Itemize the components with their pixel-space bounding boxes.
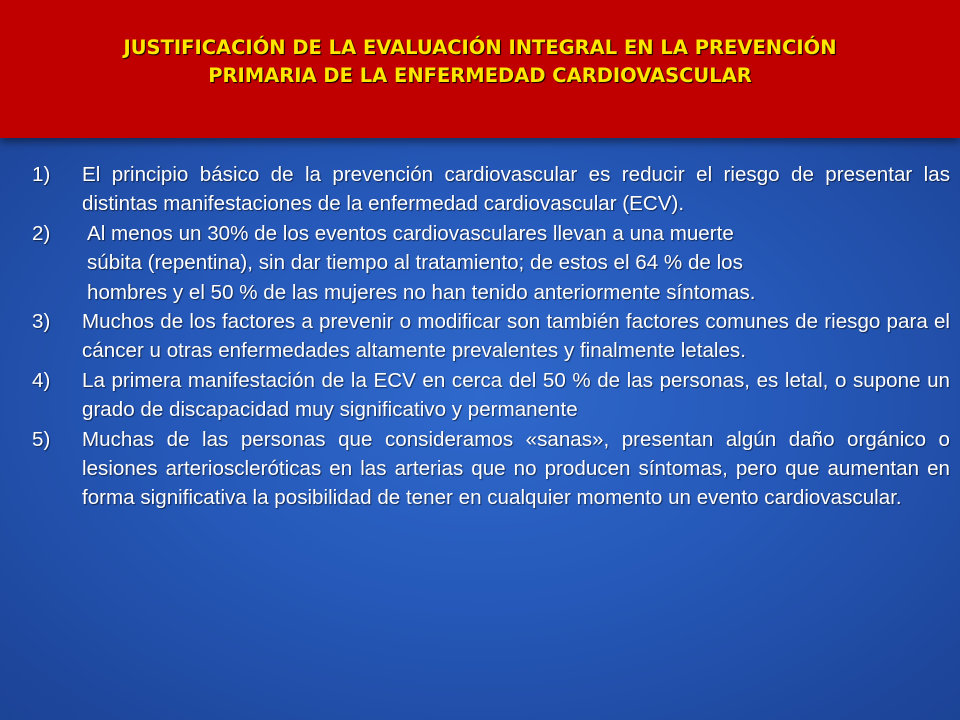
list-item-number: 4): [32, 368, 51, 392]
list-item-text: Muchos de los factores a prevenir o modificar son también factores comunes de riesgo para el cáncer u otras enfermedades altamente prevalentes y finalmente letales.: [82, 310, 950, 363]
list-item-1: [32, 160, 950, 219]
list-item-number: 1): [32, 163, 51, 186]
list-item-text: Muchas de las personas que consideramos «sanas», presentan algún daño orgánico o lesiones arterioscleróticas en las arterias que no producen síntomas, pero que aumentan en forma significativa la posibilidad de tener en cualquier momento un evento cardiovascular.: [82, 427, 950, 510]
list-item-text: La primera manifestación de la ECV en cerca del 50 % de las personas, es letal, o supone un grado de discapacidad muy significativo y permanente: [82, 368, 950, 422]
list-item-number: 5): [32, 427, 51, 451]
list-item-number: 2): [32, 221, 51, 245]
numbered-list: [32, 160, 950, 513]
list-item-number: 3): [32, 310, 51, 334]
slide-title: [0, 34, 960, 90]
list-item-line: hombres y el 50 % de las mujeres no han tenido anteriormente síntomas.: [87, 280, 756, 304]
list-item-line: súbita (repentina), sin dar tiempo al tratamiento; de estos el 64 % de los: [87, 251, 743, 275]
list-item-2: [32, 219, 950, 307]
list-item-text: [87, 219, 950, 307]
list-item-5: [32, 425, 950, 513]
title-line-2: PRIMARIA DE LA ENFERMEDAD CARDIOVASCULAR: [208, 64, 752, 87]
list-item-4: [32, 366, 950, 425]
title-banner: [0, 0, 960, 138]
list-item-text: El principio básico de la prevención cardiovascular es reducir el riesgo de presentar las distintas manifestaciones de la enfermedad cardiovascular (ECV).: [82, 163, 950, 216]
list-item-line: Al menos un 30% de los eventos cardiovasculares llevan a una muerte: [87, 221, 734, 245]
list-item-3: [32, 307, 950, 366]
title-line-1: JUSTIFICACIÓN DE LA EVALUACIÓN INTEGRAL EN LA PREVENCIÓN: [123, 36, 837, 59]
